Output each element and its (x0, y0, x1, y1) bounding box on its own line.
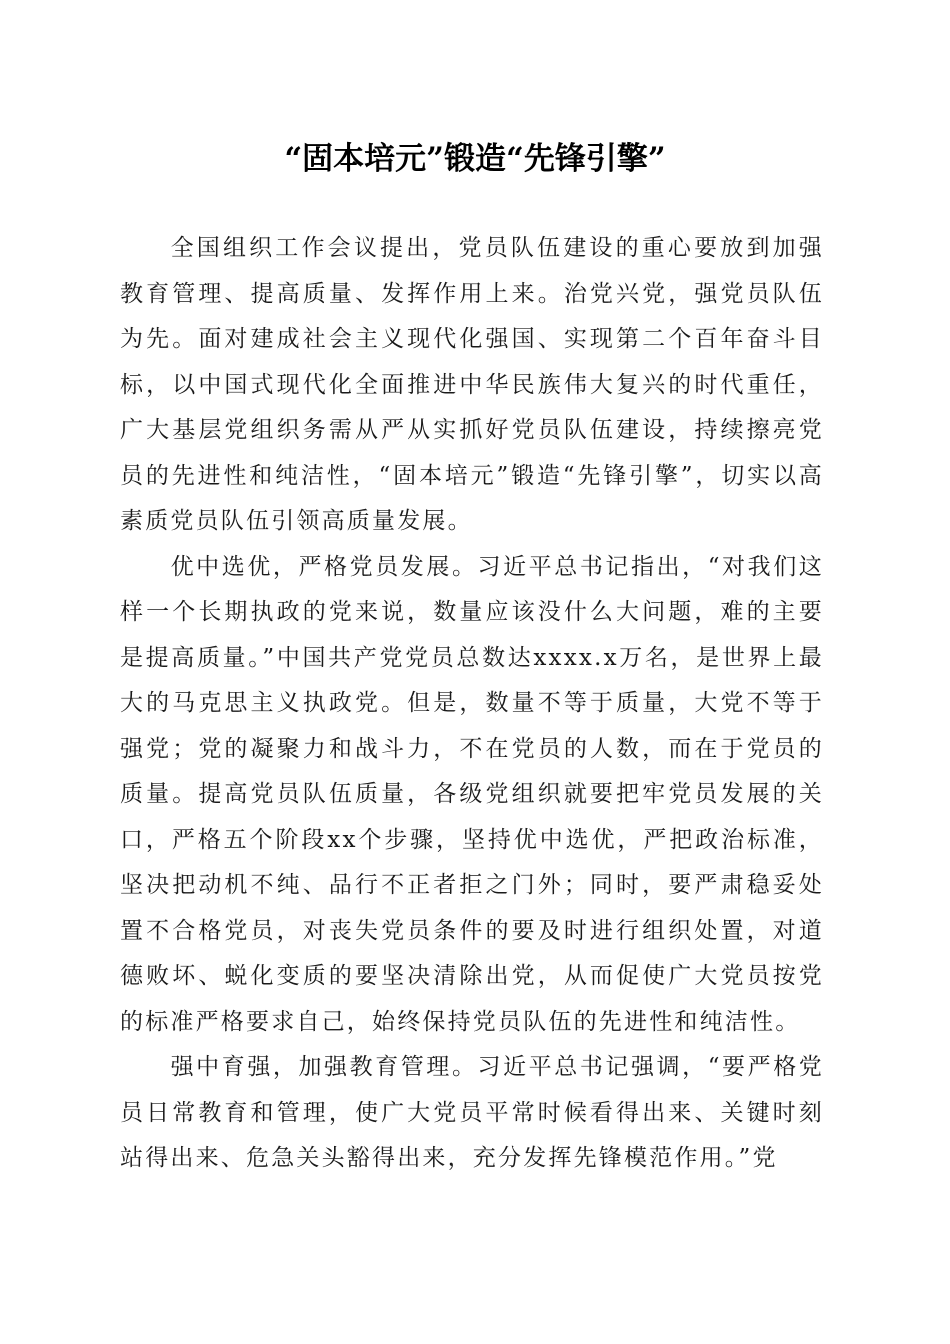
paragraph: 强中育强，加强教育管理。习近平总书记强调，“要严格党员日常教育和管理，使广大党员平常时候看得出来、关键时刻站得出来、危急关头豁得出来，充分发挥先锋模范作用。”党 (120, 1054, 824, 1171)
paragraph: 全国组织工作会议提出，党员队伍建设的重心要放到加强教育管理、提高质量、发挥作用上来。治党兴党，强党员队伍为先。面对建成社会主义现代化强国、实现第二个百年奋斗目标，以中国式现代化全面推进中华民族伟大复兴的时代重任，广大基层党组织务需从严从实抓好党员队伍建设，持续擦亮党员的先进性和纯洁性，“固本培元”锻造“先锋引擎”，切实以高素质党员队伍引领高质量发展。 (120, 235, 824, 534)
document-body (120, 226, 824, 1182)
document-title: “固本培元”锻造“先锋引擎” (284, 141, 666, 177)
paragraph: 优中选优，严格党员发展。习近平总书记指出，“对我们这样一个长期执政的党来说，数量应该没什么大问题，难的主要是提高质量。”中国共产党党员总数达xxxx.x万名，是世界上最大的马克思主义执政党。但是，数量不等于质量，大党不等于强党；党的凝聚力和战斗力，不在党员的人数，而在于党员的质量。提高党员队伍质量，各级党组织就要把牢党员发展的关口，严格五个阶段xx个步骤，坚持优中选优，严把政治标准，坚决把动机不纯、品行不正者拒之门外；同时，要严肃稳妥处置不合格党员，对丧失党员条件的要及时进行组织处置，对道德败坏、蜕化变质的要坚决清除出党，从而促使广大党员按党的标准严格要求自己，始终保持党员队伍的先进性和纯洁性。 (120, 553, 824, 1035)
